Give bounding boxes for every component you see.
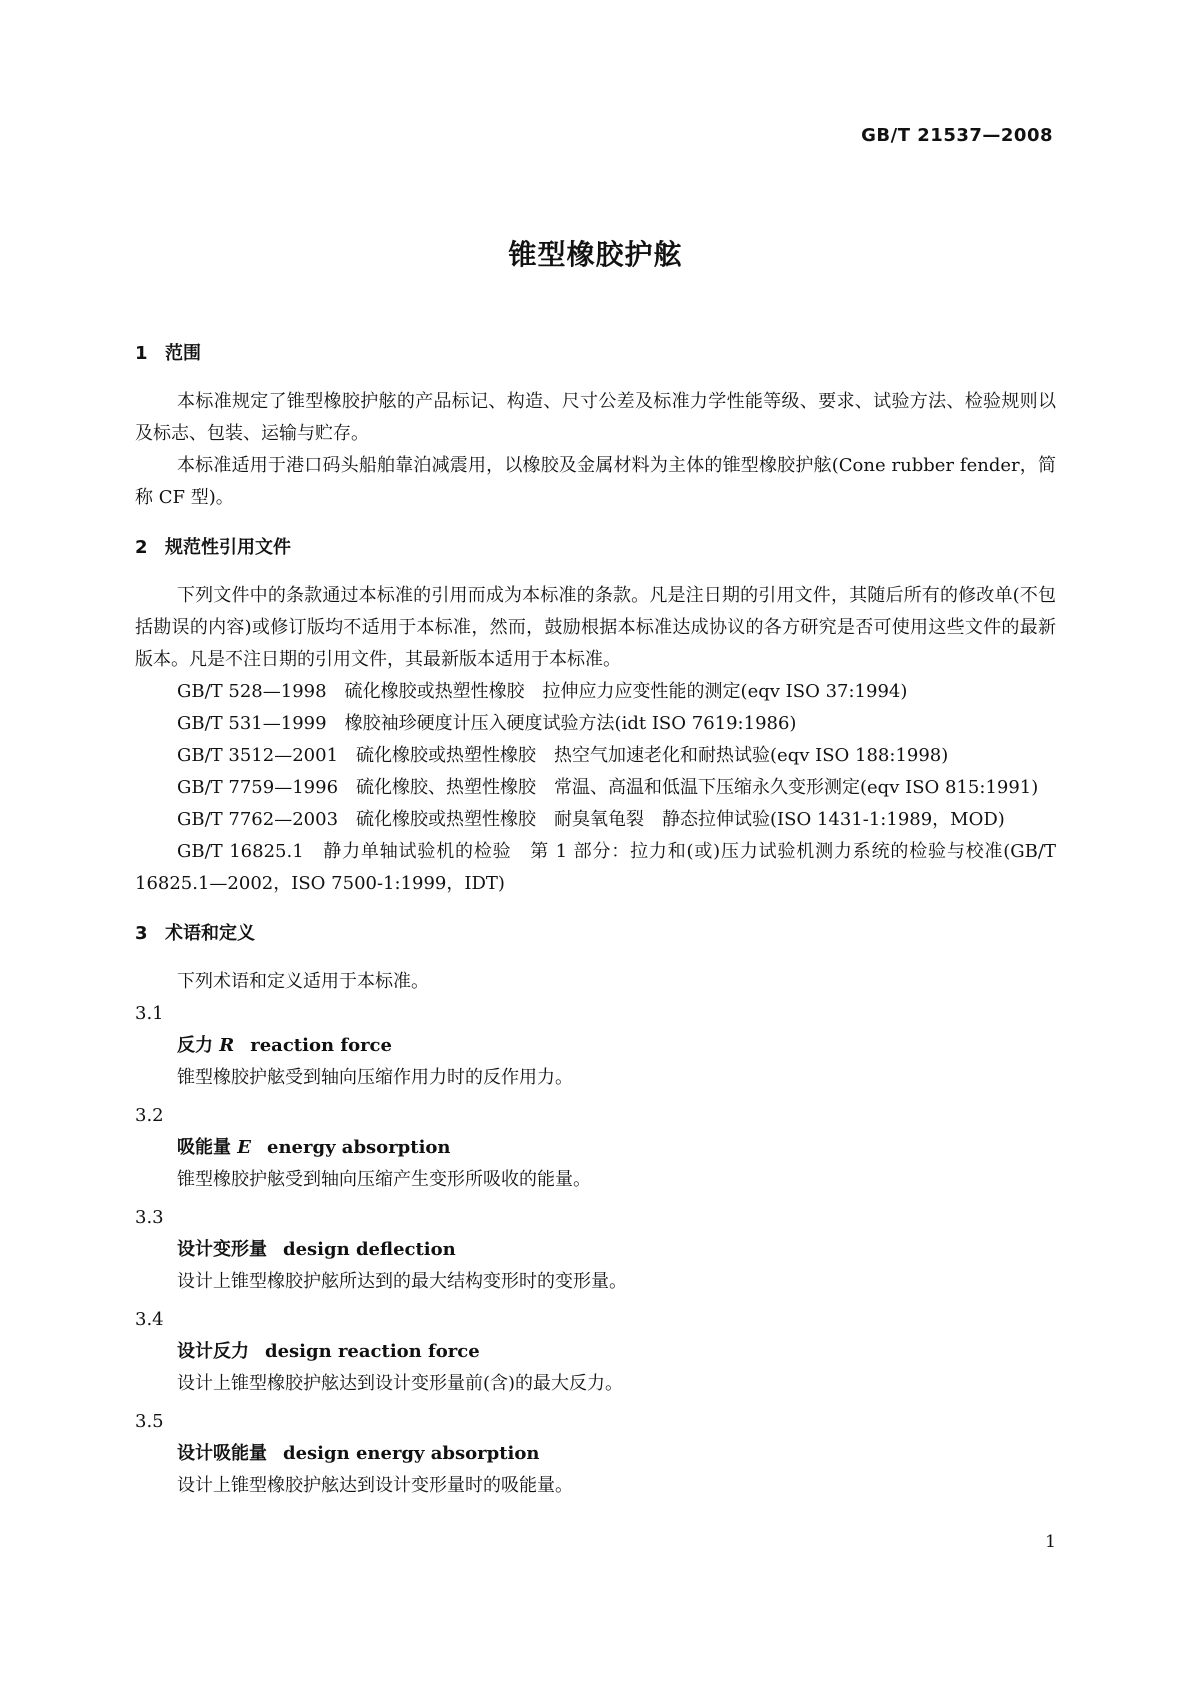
reference-item: GB/T 7759—1996 硫化橡胶、热塑性橡胶 常温、高温和低温下压缩永久变形测定(eqv ISO 815:1991): [177, 777, 1039, 798]
section-number: 1: [135, 343, 148, 364]
term-symbol: E: [237, 1137, 252, 1158]
term-definition: 锥型橡胶护舷受到轴向压缩作用力时的反作用力。: [177, 1067, 573, 1088]
term-zh: 设计吸能量: [177, 1443, 267, 1464]
term-zh: 设计反力: [177, 1341, 249, 1362]
reference-item: GB/T 7762—2003 硫化橡胶或热塑性橡胶 耐臭氧龟裂 静态拉伸试验(ISO 1431-1:1989，MOD): [177, 809, 1005, 830]
paragraph: 下列术语和定义适用于本标准。: [177, 971, 429, 992]
term-en: design reaction force: [265, 1341, 480, 1362]
term-heading: [135, 1336, 1056, 1368]
term-symbol: R: [219, 1035, 235, 1056]
term-zh: 设计变形量: [177, 1239, 267, 1260]
section-1-heading: [135, 338, 1056, 370]
term-definition: 设计上锥型橡胶护舷达到设计变形量时的吸能量。: [177, 1475, 573, 1496]
term-definition: 设计上锥型橡胶护舷达到设计变形量前(含)的最大反力。: [177, 1373, 624, 1394]
term-heading: [135, 1438, 1056, 1470]
reference-item: GB/T 531—1999 橡胶袖珍硬度计压入硬度试验方法(idt ISO 7619:1986): [177, 713, 797, 734]
term-number: 3.2: [135, 1105, 164, 1126]
section-title: 术语和定义: [165, 923, 255, 944]
reference-item: GB/T 3512—2001 硫化橡胶或热塑性橡胶 热空气加速老化和耐热试验(eqv ISO 188:1998): [177, 745, 949, 766]
document-title: 锥型橡胶护舷: [508, 238, 683, 271]
reference-item: GB/T 528—1998 硫化橡胶或热塑性橡胶 拉伸应力应变性能的测定(eqv ISO 37:1994): [177, 681, 908, 702]
term-definition: 锥型橡胶护舷受到轴向压缩产生变形所吸收的能量。: [177, 1169, 591, 1190]
standard-number: GB/T 21537—2008: [861, 125, 1053, 146]
paragraph: 本标准适用于港口码头船舶靠泊减震用，以橡胶及金属材料为主体的锥型橡胶护舷(Cone rubber fender，简称 CF 型)。: [135, 455, 1056, 508]
term-en: energy absorption: [267, 1137, 451, 1158]
section-2-heading: [135, 532, 1056, 564]
document-body: [135, 338, 1056, 1508]
term-en: design energy absorption: [283, 1443, 540, 1464]
section-title: 规范性引用文件: [165, 537, 291, 558]
term-number: 3.3: [135, 1207, 164, 1228]
term-number: 3.1: [135, 1003, 164, 1024]
paragraph: 下列文件中的条款通过本标准的引用而成为本标准的条款。凡是注日期的引用文件，其随后所有的修改单(不包括勘误的内容)或修订版均不适用于本标准，然而，鼓励根据本标准达成协议的各方研究是否可使用这些文件的最新版本。凡是不注日期的引用文件，其最新版本适用于本标准。: [135, 585, 1056, 670]
section-number: 3: [135, 923, 148, 944]
section-number: 2: [135, 537, 148, 558]
term-heading: [135, 1234, 1056, 1266]
term-number: 3.5: [135, 1411, 164, 1432]
term-en: design deflection: [283, 1239, 456, 1260]
term-zh: 吸能量: [177, 1137, 231, 1158]
page-number: 1: [1045, 1532, 1056, 1552]
term-definition: 设计上锥型橡胶护舷所达到的最大结构变形时的变形量。: [177, 1271, 627, 1292]
section-title: 范围: [165, 343, 201, 364]
term-en: reaction force: [250, 1035, 392, 1056]
term-zh: 反力: [177, 1035, 213, 1056]
term-heading: [135, 1132, 1056, 1164]
section-3-heading: [135, 918, 1056, 950]
paragraph: 本标准规定了锥型橡胶护舷的产品标记、构造、尺寸公差及标准力学性能等级、要求、试验方法、检验规则以及标志、包装、运输与贮存。: [135, 391, 1056, 444]
reference-item: GB/T 16825.1 静力单轴试验机的检验 第 1 部分：拉力和(或)压力试验机测力系统的检验与校准(GB/T 16825.1—2002，ISO 7500-1:1999，IDT): [135, 841, 1056, 894]
term-number: 3.4: [135, 1309, 164, 1330]
term-heading: [135, 1030, 1056, 1062]
